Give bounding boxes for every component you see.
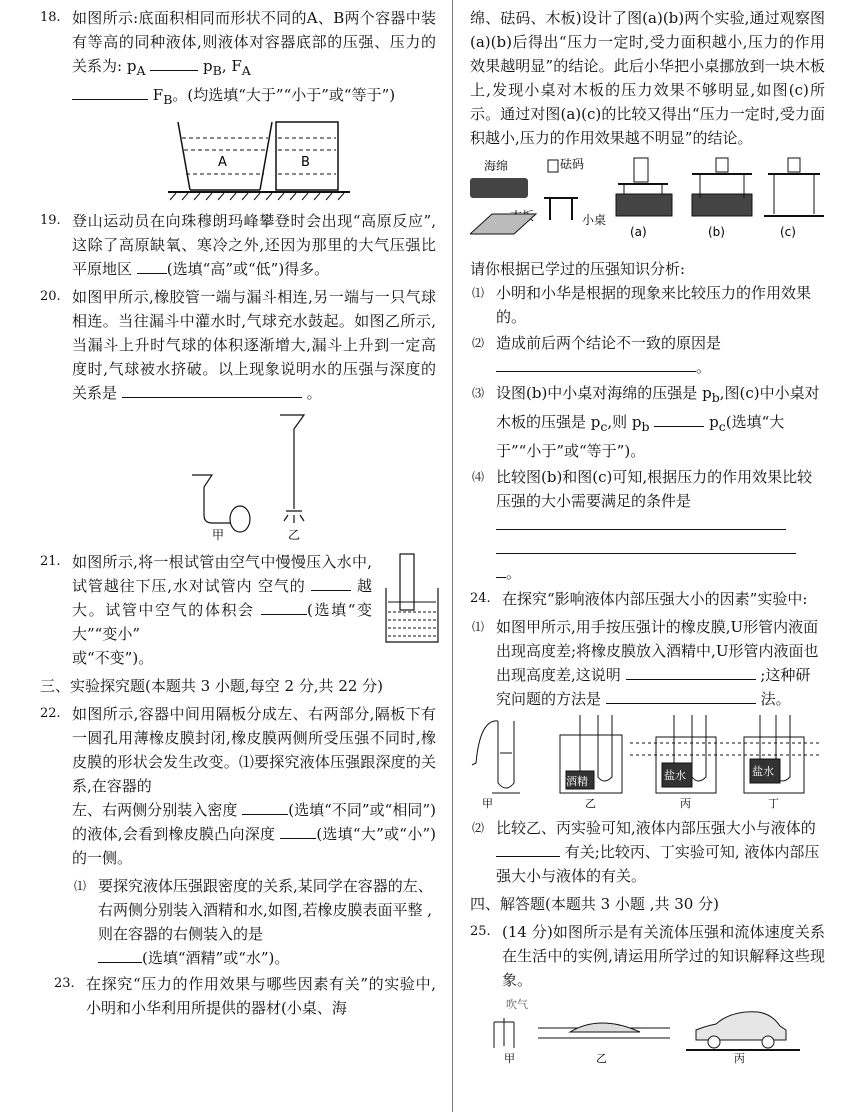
container-a: [178, 122, 272, 190]
label-weight: 砝码: [560, 157, 585, 171]
figure-yi: [280, 415, 304, 523]
fig-label-yi: 乙: [585, 797, 596, 809]
answer-blank[interactable]: [496, 840, 560, 857]
fig-label-jia: 甲: [504, 1052, 515, 1065]
question-23: 23. 在探究“压力的作用效果与哪些因素有关”的实验中,小明和小华利用所提供的器材(小桌、海: [54, 975, 436, 1017]
question-25: 25. (14 分)如图所示是有关流体压强和流体速度关系在生活中的实例,请运用所学过的知识解释这些现象。: [470, 923, 825, 989]
section-4-heading: 四、解答题(本题共 3 小题 ,共 30 分): [470, 895, 719, 913]
question-24: 24. 在探究“影响液体内部压强大小的因素”实验中:: [470, 590, 808, 608]
label-fig-a: (a): [630, 225, 647, 239]
figure-c: [764, 158, 824, 216]
left-column: [40, 6, 436, 1024]
answer-blank[interactable]: [311, 574, 351, 591]
answer-blank[interactable]: [242, 798, 288, 815]
label-table: 小桌: [582, 213, 607, 227]
answer-blank[interactable]: [122, 381, 302, 398]
label-fig-b: (b): [708, 225, 725, 239]
board-shape: [470, 214, 536, 234]
q24-sub-2: ⑵ 比较乙、丙实验可知,液体内部压强大小与液体的 有关;比较丙、丁实验可知, 液体内部压强大小与液体的有关。: [472, 819, 820, 885]
answer-blank[interactable]: [150, 54, 198, 71]
q25-fluid-pressure-figure: [470, 996, 825, 1066]
label-saltwater-1: 盐水: [664, 769, 686, 782]
answer-blank[interactable]: [654, 410, 704, 427]
right-column: [470, 6, 825, 1073]
answer-blank[interactable]: [606, 687, 756, 704]
answer-blank[interactable]: [72, 83, 148, 100]
figure-jia: [192, 475, 250, 532]
table-shape: [544, 198, 578, 220]
question-23-continued: 绵、砝码、木板)设计了图(a)(b)两个实验,通过观察图(a)(b)后得出“压力一定时,受力面积越小,压力的作用效果越明显”的结论。此后小华把小桌挪放到一块木板上,发现小桌对木板的压力效果不够明显,如图(c)所示。通过对图(a)(c)的比较又得出“压力一定时,受力面积越小,压力的作用效果越不明显”的结论。: [470, 9, 825, 147]
section-3-heading: 三、实验探究题(本题共 3 小题,每空 2 分,共 22 分): [40, 677, 384, 695]
question-22-sub: ⑴ 要探究液体压强跟密度的关系,某同学在容器的左、右两侧分别装入酒精和水,如图,若橡皮膜表面平整 ,则在容器的右侧装入的是 (选填“酒精”或“水”)。: [74, 877, 433, 967]
question-22: 22. 如图所示,容器中间用隔板分成左、右两部分,隔板下有一圆孔用薄橡皮膜封闭,橡皮膜两侧所受压强不同时,橡皮膜的形状会发生改变。⑴要探究液体压强跟深度的关系,在容器的 左、右两侧分别装入密度 (选填“不同”或“相同”)的液体,会看到橡皮膜凸向深度 (选填“大”或“小”)的一侧。: [40, 705, 436, 867]
fig-label-jia: 甲: [212, 528, 225, 541]
q23-intro: 请你根据已学过的压强知识分析:: [470, 260, 686, 278]
answer-blank[interactable]: [98, 946, 142, 963]
fig-label-bing: 丙: [734, 1052, 745, 1065]
question-number: 18.: [40, 10, 61, 25]
answer-blank[interactable]: [496, 513, 786, 530]
answer-blank[interactable]: [280, 822, 316, 839]
q24-manometer-figure: [470, 713, 825, 809]
label-sponge: 海绵: [484, 159, 509, 173]
q23-table-sponge-figure: [470, 154, 825, 250]
label-b: B: [301, 155, 310, 170]
answer-blank[interactable]: [626, 663, 756, 680]
manometer-ding: [744, 715, 804, 793]
q23-sub-3: ⑶ 设图(b)中小桌对海绵的压强是 $p_b$,图(c)中小桌对木板的压强是 $p_c$,则 $p_b$ $p_c$(选填“大于”“小于”或“等于”)。: [472, 384, 820, 460]
question-18: 18. 如图所示:底面积相同而形状不同的A、B两个容器中装有等高的同种液体,则液体对容器底部的压强、压力的关系为: $p_A$ $p_B$, $F_A$ $F_B$。(均选填“大于”“小于”或“等于”): [40, 6, 436, 112]
answer-blank[interactable]: [261, 598, 307, 615]
sponge-shape: [470, 178, 528, 198]
answer-blank[interactable]: [496, 537, 796, 554]
car-figure-bing: [686, 1012, 800, 1050]
fig-label-jia: 甲: [482, 797, 493, 809]
fig-label-bing: 丙: [680, 797, 691, 809]
q24-sub-1: ⑴ 如图甲所示,用手按压强计的橡皮膜,U形管内液面出现高度差;将橡皮膜放入酒精中,U形管内液面也出现高度差,这说明 ;这种研究问题的方法是 法。: [472, 618, 819, 708]
figure-a: [616, 158, 672, 216]
q23-sub-1: ⑴ 小明和小华是根据的现象来比较压力的作用效果的。: [472, 284, 812, 326]
container-b: [276, 122, 338, 190]
label-saltwater-2: 盐水: [752, 765, 774, 778]
q23-sub-4: ⑷ 比较图(b)和图(c)可知,根据压力的作用效果比较压强的大小需要满足的条件是 。: [472, 468, 813, 582]
label-alcohol: 酒精: [566, 775, 588, 788]
figure-b: [692, 158, 752, 216]
weight-shape: [548, 160, 558, 172]
q18-containers-figure: [40, 116, 436, 202]
answer-blank[interactable]: [137, 257, 167, 274]
question-20: 20. 如图甲所示,橡胶管一端与漏斗相连,另一端与一只气球相连。当往漏斗中灌水时,气球充水鼓起。如图乙所示,当漏斗上升时气球的体积逐渐增大,漏斗上升到一定高度时,气球被水挤破。以上现象说明水的压强与深度的关系是 。: [40, 288, 436, 402]
label-fig-c: (c): [780, 225, 796, 239]
question-21: 21. 如图所示,将一根试管由空气中慢慢压入水中,试管越往下压,水对试管内 空气的 越大。试管中空气的体积会 (选填“变大”“变小” 或“不变”)。: [40, 553, 372, 667]
column-divider: [452, 0, 453, 1112]
fig-label-yi: 乙: [288, 528, 301, 541]
wing-figure-yi: [538, 1023, 670, 1038]
question-21-block: [40, 550, 436, 670]
label-blow: 吹气: [506, 998, 528, 1011]
label-a: A: [218, 155, 227, 170]
manometer-jia: [472, 721, 520, 793]
fig-label-ding: 丁: [768, 797, 779, 809]
question-19: 19. 登山运动员在向珠穆朗玛峰攀登时会出现“高原反应”,这除了高原缺氧、寒冷之外,还因为那里的大气压强比平原地区 (选填“高”或“低”)得多。: [40, 212, 436, 278]
q21-test-tube-figure: [382, 552, 442, 648]
answer-blank[interactable]: [496, 561, 506, 578]
q23-sub-2: ⑵ 造成前后两个结论不一致的原因是 。: [472, 334, 722, 376]
answer-blank[interactable]: [496, 355, 696, 372]
q20-funnel-balloon-figure: [40, 409, 436, 541]
fig-label-yi: 乙: [596, 1052, 607, 1065]
paper-figure-jia: [494, 1018, 514, 1048]
